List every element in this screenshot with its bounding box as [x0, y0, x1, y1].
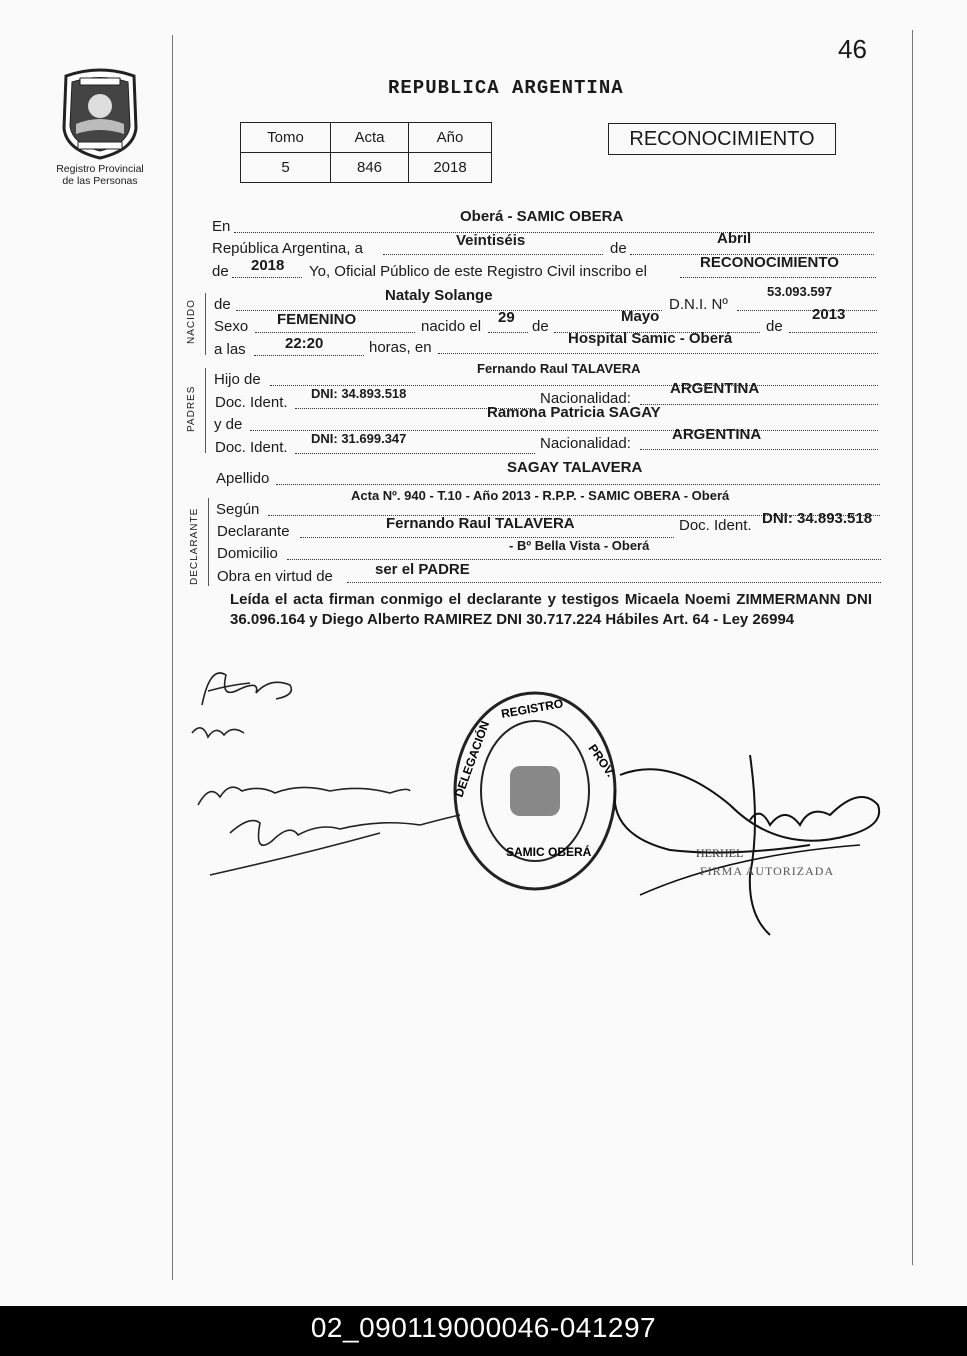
dotted-line [737, 310, 877, 311]
dotted-line [255, 332, 415, 333]
right-margin-line [912, 30, 913, 1265]
dotted-line [295, 453, 535, 454]
firma-caption: FIRMA AUTORIZADA [700, 864, 835, 878]
sexo-label: Sexo [214, 318, 249, 335]
svg-text:PROV.: PROV. [585, 741, 618, 780]
bracket-padres [205, 368, 206, 453]
dotted-line [640, 404, 878, 405]
domicilio-value: - Bº Bella Vista - Oberá [509, 538, 650, 553]
dotted-line [234, 232, 874, 233]
yde-label: y de [214, 416, 243, 433]
logo-caption-line-2: de las Personas [62, 175, 138, 187]
document-title: REPUBLICA ARGENTINA [388, 77, 624, 99]
witness-signatures [180, 655, 480, 895]
record-type-box: RECONOCIMIENTO [608, 123, 836, 155]
value-tomo: 5 [241, 153, 331, 183]
nacido-side-label: NACIDO [186, 299, 197, 344]
logo-caption-line-1: Registro Provincial [56, 163, 144, 175]
nacido-de-label: de [214, 296, 231, 313]
dotted-line [287, 559, 881, 560]
de-label-3: de [766, 318, 783, 335]
birth-time: 22:20 [285, 335, 324, 352]
dotted-line [789, 332, 877, 333]
dotted-line [276, 484, 880, 485]
segun-value: Acta Nº. 940 - T.10 - Año 2013 - R.P.P. - SAMIC OBERA - Oberá [351, 488, 730, 503]
header-acta: Acta [331, 123, 409, 153]
declarante-label: Declarante [217, 523, 290, 540]
place-value: Oberá - SAMIC OBERA [460, 208, 624, 225]
bracket-nacido [205, 293, 206, 355]
footer-code: 02_090119000046-041297 [0, 1306, 967, 1356]
child-dni: 53.093.597 [767, 284, 833, 299]
authorized-signature [610, 745, 890, 945]
year-value: 2018 [251, 257, 285, 274]
hijo-label: Hijo de [214, 371, 261, 388]
dotted-line [640, 449, 878, 450]
father-doc-label: Doc. Ident. [215, 394, 288, 411]
left-margin-line [172, 35, 173, 1280]
nacido-el-label: nacido el [421, 318, 482, 335]
declarante-doc: DNI: 34.893.518 [762, 510, 873, 527]
birth-place: Hospital Samic - Oberá [568, 330, 733, 347]
svg-text:REGISTRO: REGISTRO [500, 696, 565, 721]
svg-text:DELEGACIÓN: DELEGACIÓN [451, 719, 493, 800]
horas-label: horas, en [369, 339, 432, 356]
mother-doc: DNI: 31.699.347 [311, 431, 407, 446]
dotted-line [488, 332, 528, 333]
dotted-line [232, 277, 302, 278]
birth-month: Mayo [621, 308, 660, 325]
svg-text:SAMIC OBERÁ: SAMIC OBERÁ [506, 845, 592, 859]
mother-name: Ramona Patricia SAGAY [487, 404, 661, 421]
birth-year: 2013 [812, 306, 846, 323]
republica-label: República Argentina, a [212, 240, 363, 257]
sexo-value: FEMENINO [277, 311, 357, 328]
birth-day: 29 [498, 309, 515, 326]
en-label: En [212, 218, 231, 235]
official-seal-icon [450, 688, 620, 894]
dotted-line [383, 254, 603, 255]
apellido-value: SAGAY TALAVERA [507, 459, 643, 476]
page-number: 46 [838, 34, 867, 64]
firma-name-stamp: HERHEL [696, 846, 744, 860]
closing-statement: Leída el acta firman conmigo el declarante y testigos Micaela Noemi ZIMMERMANN DNI 36.096.164 y Diego Alberto RAMIREZ DNI 30.717.224 Hábiles Art. 64 - Ley 26994 [230, 591, 872, 628]
dni-label: D.N.I. Nº [669, 296, 728, 313]
yo-label: Yo, Oficial Público de este Registro Civil inscribo el [309, 263, 647, 280]
declarante-doc-label: Doc. Ident. [679, 517, 752, 534]
dotted-line [680, 277, 876, 278]
mother-nat-label: Nacionalidad: [540, 435, 631, 452]
de-label-2: de [532, 318, 549, 335]
domicilio-label: Domicilio [217, 545, 278, 562]
de-label: de [610, 240, 627, 257]
bracket-declarante [208, 498, 209, 586]
dotted-line [347, 582, 881, 583]
declarante-value: Fernando Raul TALAVERA [386, 515, 575, 532]
father-doc: DNI: 34.893.518 [311, 386, 407, 401]
father-nat-label: Nacionalidad: [540, 390, 631, 407]
dotted-line [438, 353, 878, 354]
padres-side-label: PADRES [186, 385, 197, 432]
header-tomo: Tomo [241, 123, 331, 153]
dotted-line [254, 355, 364, 356]
mother-nationality: ARGENTINA [672, 426, 762, 443]
alas-label: a las [214, 341, 246, 358]
obra-value: ser el PADRE [375, 561, 470, 578]
declarante-side-label: DECLARANTE [189, 507, 200, 585]
de2-label: de [212, 263, 229, 280]
logo-caption [38, 163, 162, 187]
father-name: Fernando Raul TALAVERA [477, 361, 641, 376]
mother-doc-label: Doc. Ident. [215, 439, 288, 456]
value-ano: 2018 [409, 153, 492, 183]
header-ano: Año [409, 123, 492, 153]
value-acta: 846 [331, 153, 409, 183]
record-table [240, 122, 492, 183]
segun-label: Según [216, 501, 260, 518]
day-value: Veintiséis [456, 232, 526, 249]
child-name: Nataly Solange [385, 287, 493, 304]
province-shield-icon [58, 68, 142, 160]
inscribo-value: RECONOCIMIENTO [700, 254, 839, 271]
father-nationality: ARGENTINA [670, 380, 760, 397]
month-value: Abril [717, 230, 752, 247]
apellido-label: Apellido [216, 470, 270, 487]
obra-label: Obra en virtud de [217, 568, 333, 585]
